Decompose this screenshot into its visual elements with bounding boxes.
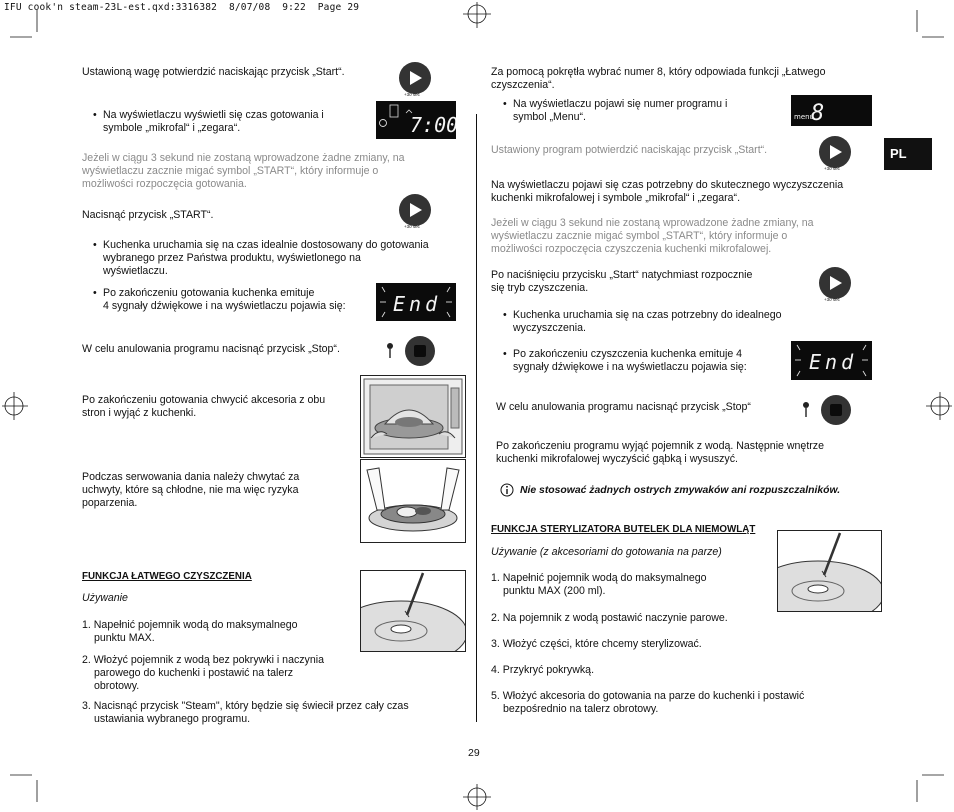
right-bullet-2-line1: • Kuchenka uruchamia się na czas potrzebny do idealnego <box>513 309 782 321</box>
left-bullet-1 <box>103 109 324 135</box>
display-end-right <box>791 341 872 380</box>
right-subheading: Używanie (z akcesoriami do gotowania na parze) <box>491 546 722 558</box>
right-step-1-line2: punktu MAX (200 ml). <box>503 585 606 597</box>
stop-button[interactable] <box>384 336 436 371</box>
right-gray-line3: możliwości rozpoczęcia czyszczenia kuchenki mikrofalowej. <box>491 243 772 255</box>
right-press-start <box>491 269 752 295</box>
display-time-text: 7:00 <box>410 113 456 137</box>
right-cancel-instruction: W celu anulowania programu nacisnąć przycisk „Stop“ <box>496 401 751 413</box>
right-section-heading: FUNKCJA STERYLIZATORA BUTELEK DLA NIEMOWLĄT <box>491 524 756 535</box>
right-select-line2: czyszczenia“. <box>491 79 555 91</box>
illustration-filling-container <box>360 570 466 652</box>
left-bullet-2 <box>103 239 429 278</box>
left-bullet-1-line2: symbole „mikrofal“ i „zegara“. <box>103 122 241 134</box>
start-button-2[interactable] <box>398 194 432 235</box>
page-number: 29 <box>468 747 480 759</box>
info-icon <box>500 483 514 497</box>
left-serving-line3: poparzenia. <box>82 497 138 509</box>
right-step-5 <box>491 690 804 716</box>
right-gray-line1: Jeżeli w ciągu 3 sekund nie zostaną wprowadzone żadne zmiany, na <box>491 217 814 229</box>
column-divider <box>476 114 477 722</box>
right-select-line1: Za pomocą pokrętła wybrać numer 8, który odpowiada funkcji „Łatwego <box>491 66 826 78</box>
left-gray-line1: Jeżeli w ciągu 3 sekund nie zostaną wprowadzone żadne zmiany, na <box>82 152 405 164</box>
illustration-oven-removing-dish <box>360 375 466 458</box>
start-button-4[interactable] <box>818 267 852 308</box>
start-button-3[interactable] <box>818 136 852 177</box>
left-serving-note <box>82 471 299 510</box>
right-select-program <box>491 66 825 92</box>
left-subheading: Używanie <box>82 592 128 604</box>
start-button-2-caption: +30 sec <box>404 224 420 229</box>
left-step-2 <box>82 654 324 693</box>
left-bullet-3-line1: • Po zakończeniu gotowania kuchenka emituje <box>103 287 315 299</box>
right-time-line1: Na wyświetlaczu pojawi się czas potrzebny do skutecznego wyczyszczenia <box>491 179 844 191</box>
start-button[interactable] <box>398 62 432 103</box>
left-step-confirm-weight: Ustawioną wagę potwierdzić naciskając przycisk „Start“. <box>82 66 345 78</box>
display-menu-program <box>791 95 872 126</box>
left-bullet-1-line1: • Na wyświetlaczu wyświetli się czas gotowania i <box>103 109 324 121</box>
start-button-4-caption: +30 sec <box>824 297 840 302</box>
file-header: IFU cook'n steam-23L-est.qxd:3316382 8/07/08 9:22 Page 29 <box>4 2 360 13</box>
right-after-program <box>496 440 824 466</box>
right-press-line2: się tryb czyszczenia. <box>491 282 589 294</box>
start-button-caption: +30 sec <box>404 92 420 97</box>
left-step-3-line1: 3. Nacisnąć przycisk "Steam", który będzie się świecił przez cały czas <box>82 700 409 712</box>
right-step-5-line2: bezpośrednio na talerz obrotowy. <box>503 703 659 715</box>
right-after-line1: Po zakończeniu programu wyjąć pojemnik z wodą. Następnie wnętrze <box>496 440 824 452</box>
left-gray-line3: możliwości rozpoczęcia gotowania. <box>82 178 247 190</box>
left-remove-line2: stron i wyjąć z kuchenki. <box>82 407 197 419</box>
left-serving-line1: Podczas serwowania dania należy chwytać za <box>82 471 300 483</box>
left-bullet-2-line1: • Kuchenka uruchamia się na czas idealnie dostosowany do gotowania <box>103 239 429 251</box>
right-step-1-line1: 1. Napełnić pojemnik wodą do maksymalnego <box>491 572 707 584</box>
left-step-1-line2: punktu MAX. <box>94 632 155 644</box>
left-press-start: Nacisnąć przycisk „START“. <box>82 209 214 221</box>
right-step-4: 4. Przykryć pokrywką. <box>491 664 595 676</box>
left-step-1-line1: 1. Napełnić pojemnik wodą do maksymalnego <box>82 619 298 631</box>
display-cooking-time <box>376 101 456 139</box>
display-end-text-left: End <box>393 292 442 316</box>
left-step-3-line2: ustawiania wybranego programu. <box>94 713 251 725</box>
left-step-1 <box>82 619 298 645</box>
display-menu-number: 8 <box>811 101 825 126</box>
left-gray-line2: wyświetlaczu zacznie migać symbol „START“, który informuje o <box>82 165 379 177</box>
left-bullet-2-line2: wybranego przez Państwa produktu, wyświetlonego na <box>103 252 361 264</box>
left-bullet-2-line3: wyświetlaczu. <box>103 265 168 277</box>
right-bullet-2-line2: wyczyszczenia. <box>513 322 586 334</box>
left-bullet-3-line2: 4 sygnały dźwiękowe i na wyświetlaczu pojawia się: <box>103 300 346 312</box>
right-step-2: 2. Na pojemnik z wodą postawić naczynie parowe. <box>491 612 728 624</box>
right-bullet-3 <box>513 348 747 374</box>
display-menu-label: menu <box>794 113 814 121</box>
language-tab: PL <box>884 138 932 170</box>
right-gray-line2: wyświetlaczu zacznie migać symbol „START“, który informuje o <box>491 230 788 242</box>
right-bullet-1-line1: • Na wyświetlaczu pojawi się numer programu i <box>513 98 728 110</box>
right-step-3: 3. Włożyć części, które chcemy sterylizować. <box>491 638 702 650</box>
clock-icon <box>380 120 387 127</box>
left-gray-note <box>82 152 462 191</box>
right-step-1 <box>491 572 707 598</box>
illustration-hands-holding-dish <box>360 459 466 543</box>
right-time-line2: kuchenki mikrofalowej i symbole „mikrofal“ i „zegara“. <box>491 192 741 204</box>
left-serving-line2: uchwyty, które są chłodne, nie ma więc ryzyka <box>82 484 299 496</box>
right-bullet-3-line1: • Po zakończeniu czyszczenia kuchenka emituje 4 <box>513 348 743 360</box>
left-bullet-3 <box>103 287 346 313</box>
left-step-2-line3: obrotowy. <box>94 680 140 692</box>
right-bullet-2 <box>513 309 782 335</box>
left-cancel-instruction: W celu anulowania programu nacisnąć przycisk „Stop“. <box>82 343 340 355</box>
illustration-sterilizer-filling <box>777 530 882 612</box>
left-step-3 <box>82 700 409 726</box>
display-end-left <box>376 283 456 321</box>
left-step-2-line1: 2. Włożyć pojemnik z wodą bez pokrywki i naczynia <box>82 654 324 666</box>
start-button-3-caption: +30 sec <box>824 166 840 171</box>
display-end-text-right: End <box>809 350 858 374</box>
left-remove-accessories <box>82 394 325 420</box>
stop-button-2[interactable] <box>800 395 852 430</box>
right-bullet-3-line2: sygnały dźwiękowe i na wyświetlaczu pojawia się: <box>513 361 747 373</box>
left-step-2-line2: parowego do kuchenki i postawić na talerz <box>94 667 294 679</box>
left-section-heading: FUNKCJA ŁATWEGO CZYSZCZENIA <box>82 571 252 582</box>
right-warning-note: Nie stosować żadnych ostrych zmywaków ani rozpuszczalników. <box>520 485 841 496</box>
right-press-line1: Po naciśnięciu przycisku „Start“ natychmiast rozpocznie <box>491 269 753 281</box>
left-remove-line1: Po zakończeniu gotowania chwycić akcesoria z obu <box>82 394 326 406</box>
right-gray-confirm: Ustawiony program potwierdzić naciskając przycisk „Start“. <box>491 144 768 156</box>
right-gray-note <box>491 217 814 256</box>
right-bullet-1 <box>513 98 727 124</box>
right-bullet-1-line2: symbol „Menu“. <box>513 111 586 123</box>
right-after-line2: kuchenki mikrofalowej wyczyścić gąbką i wysuszyć. <box>496 453 738 465</box>
right-step-5-line1: 5. Włożyć akcesoria do gotowania na parze do kuchenki i postawić <box>491 690 805 702</box>
right-time-info <box>491 179 843 205</box>
